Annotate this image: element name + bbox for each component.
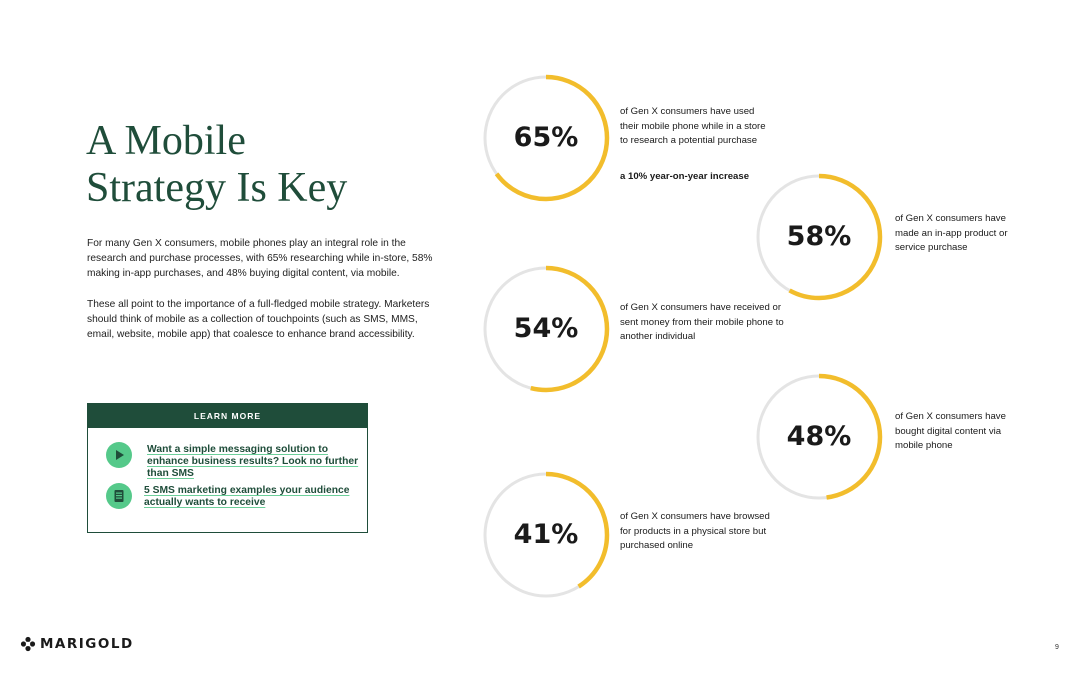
- stat-value: 54%: [513, 313, 579, 344]
- marigold-logo: [20, 636, 134, 652]
- page-title: [86, 118, 446, 212]
- strategy-paragraph: These all point to the importance of a full-fledged mobile strategy. Marketers should think of mobile as a collection of touchpoints (such as SMS, MMS, email, website, mobile app) that coalesce to enhance brand accessibility.: [87, 299, 430, 340]
- stat-value: 48%: [786, 421, 852, 452]
- stat-description: of Gen X consumers have used their mobile phone while in a store to research a potential purchase: [620, 106, 766, 146]
- title-line-1: A Mobile: [86, 118, 246, 164]
- logo-text: MARIGOLD: [40, 636, 134, 652]
- stat-note: a 10% year-on-year increase: [620, 171, 750, 182]
- marigold-flower-icon: [20, 636, 36, 652]
- stat-value: 58%: [786, 221, 852, 252]
- sms-solution-link[interactable]: Want a simple messaging solution to enhance business results? Look no further than SMS: [147, 444, 359, 479]
- stat-value: 41%: [513, 519, 579, 550]
- stat-value: 65%: [513, 122, 579, 153]
- stat-description: of Gen X consumers have bought digital content via mobile phone: [895, 411, 1006, 451]
- document-icon[interactable]: [106, 483, 132, 509]
- play-icon[interactable]: [106, 442, 132, 468]
- learn-more-header: LEARN MORE: [88, 404, 367, 428]
- learn-more-box: [87, 403, 368, 533]
- intro-paragraph: For many Gen X consumers, mobile phones play an integral role in the research and purchase processes, with 65% researching while in-store, 58% making in-app purchases, and 48% buying digital content, via mobile.: [87, 238, 433, 279]
- title-line-2: Strategy Is Key: [86, 165, 348, 211]
- stat-description: of Gen X consumers have received or sent money from their mobile phone to another individual: [620, 302, 784, 342]
- page-number: 9: [1055, 644, 1059, 651]
- stat-description: of Gen X consumers have made an in-app product or service purchase: [895, 213, 1008, 253]
- stat-description: of Gen X consumers have browsed for products in a physical store but purchased online: [620, 511, 770, 551]
- sms-examples-link[interactable]: 5 SMS marketing examples your audience actually wants to receive: [144, 485, 350, 508]
